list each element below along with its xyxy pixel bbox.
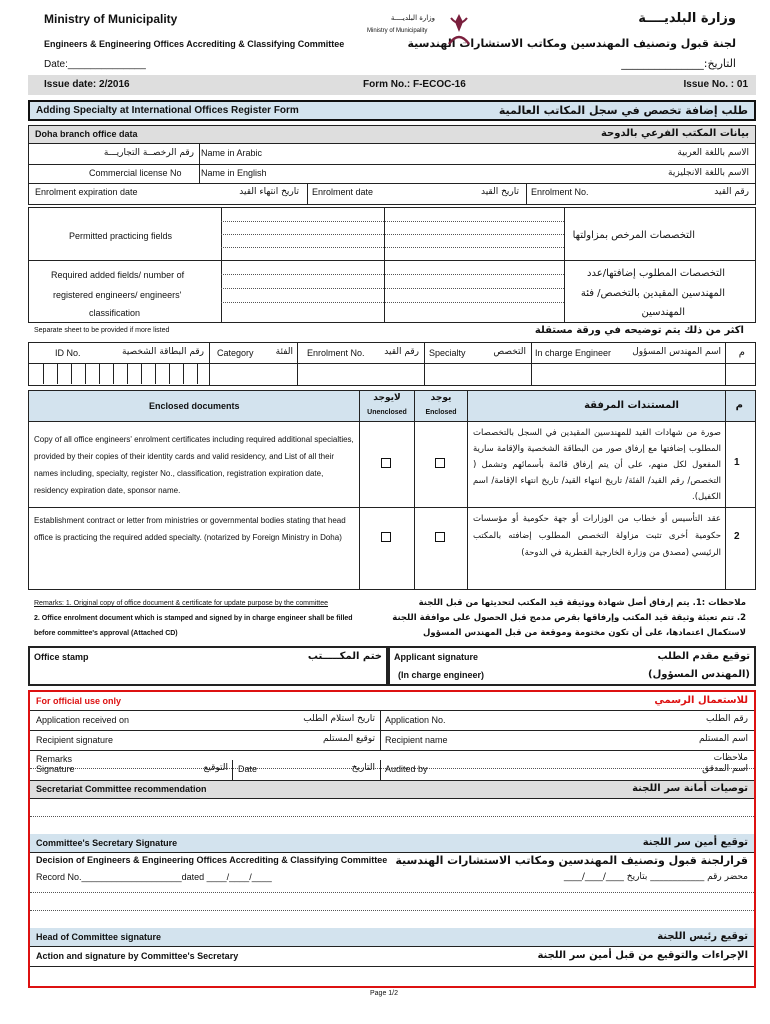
enrol-no-label-ar: رقم القيد [714,187,749,197]
enrol-date-label-en: Enrolment date [312,187,374,197]
applicant-signature-en: Applicant signature [394,652,479,662]
col-incharge-ar: اسم المهندس المسؤول [632,347,721,357]
audited-by-en: Audited by [385,764,428,774]
name-arabic-label-ar: الاسم باللغة العربية [677,148,749,158]
required-fields-label-ar-2: المهندسين المقيدين بالتخصص/ فئة [580,288,725,299]
remarks-ar-1: ملاحظات :1. يتم إرفاق أصل شهادة ووثيقة قيد المكتب لتحديثها من قبل اللجنة [418,598,746,608]
remarks-en-3: before committee's approval (Attached CD) [34,630,178,637]
remarks-en-1: Remarks: 1. Original copy of office document & certificate for update purpose by the committee [34,600,329,607]
documents-header-en: Enclosed documents [149,401,240,411]
remarks-ar-3: لاستكمال اعتمادها، على أن تكون مختومة وموقعة من قبل المهندس المسؤول [423,628,746,638]
col-id-en: ID No. [55,348,81,358]
branch-title-en: Doha branch office data [35,129,138,139]
name-arabic-label-en: Name in Arabic [201,148,263,158]
branch-title-bar [29,126,755,143]
recipient-name-ar: اسم المستلم [698,734,748,744]
committee-name-en: Engineers & Engineering Offices Accrediting & Classifying Committee [44,39,345,49]
form-title-ar: طلب إضافة تخصص في سجل المكاتب العالمية [498,104,748,117]
audited-by-ar: اسم المدقق [702,764,748,774]
required-fields-label-ar-3: المهندسين [641,307,685,318]
emblem-icon [445,10,473,50]
doc-row1-unenclosed-checkbox[interactable] [381,458,391,468]
official-title-ar: للاستعمال الرسمي [654,695,748,706]
remarks-label-ar: ملاحظات [713,753,748,763]
head-sig-en: Head of Committee signature [36,932,162,942]
committee-name-ar: لجنة قبول وتصنيف المهندسين ومكاتب الاستشارات الهندسية [407,37,736,50]
ministry-logo [365,8,475,52]
permitted-fields-label-en: Permitted practicing fields [69,231,173,241]
documents-number-ar: م [735,400,743,411]
license-label-en: Commercial license No [89,168,182,178]
col-number-ar: م [738,347,745,358]
decision-en: Decision of Engineers & Engineering Offices Accrediting & Classifying Committee [36,855,388,865]
doc-row1-enclosed-checkbox[interactable] [435,458,445,468]
remarks-ar-2: 2. تتم تعبئة وثيقة قيد المكتب وإرفاقها بقرص مدمج قبل الحصول على موافقة اللجنة [392,613,746,623]
col-enrol-en: Enrolment No. [307,348,365,358]
required-fields-label-en-3: classification [89,308,141,318]
secretariat-ar: توصيات أمانة سر اللجنة [632,783,748,794]
enrol-date-label-ar: تاريخ القيد [480,187,519,197]
col-category-ar: الفئة [275,347,293,357]
head-sig-ar: توقيع رئيس اللجنة [657,931,748,942]
name-english-label-ar: الاسم باللغة الانجليزية [668,168,749,178]
signature-ar: التوقيع [203,763,228,773]
unavailable-ar: لايوجد [373,393,401,403]
action-en: Action and signature by Committee's Secretary [36,951,239,961]
logo-text-en: Ministry of Municipality [367,28,428,34]
col-incharge-en: In charge Engineer [535,348,612,358]
office-stamp-ar: ختم المكـــــتب [307,651,382,662]
enrol-no-label-en: Enrolment No. [531,187,589,197]
app-received-ar: تاريخ استلام الطلب [303,714,375,724]
office-stamp-box [28,646,388,686]
date-ar: التاريخ [351,763,375,773]
incharge-engineer-ar: (المهندس المسؤول) [648,669,750,680]
record-line-ar: محضر رقم ____________ بتاريخ ____/____/____ [563,872,748,882]
form-title-en: Adding Specialty at International Offices Register Form [36,105,299,116]
applicant-signature-ar: توقيع مقدم الطلب [657,651,750,662]
enrol-exp-label-en: Enrolment expiration date [35,187,138,197]
app-no-ar: رقم الطلب [706,714,748,724]
col-specialty-ar: التخصص [493,347,526,357]
form-number: Form No.: F-ECOC-16 [363,79,466,90]
doc-row2-enclosed-checkbox[interactable] [435,532,445,542]
recipient-name-en: Recipient name [385,735,448,745]
applicant-signature-box [388,646,756,686]
ministry-name-en: Ministry of Municipality [44,12,178,26]
incharge-engineer-en: (In charge engineer) [398,670,485,680]
col-id-ar: رقم البطاقة الشخصية [122,347,204,357]
available-ar: يوجد [430,393,452,403]
permitted-fields-label-ar: التخصصات المرخص بمزاولتها [572,230,695,241]
separate-sheet-note-ar: اكثر من ذلك يتم توضيحه في ورقة مستقلة [534,325,744,336]
secretary-sig-ar: توقيع أمين سر اللجنة [642,837,748,848]
issue-bar [28,75,756,95]
app-no-en: Application No. [385,715,446,725]
secretariat-en: Secretariat Committee recommendation [36,784,207,794]
ministry-name-ar: وزارة البلديــــة [638,11,736,26]
record-line-en: Record No.____________________dated ____/____/____ [36,872,272,882]
branch-data-section [28,125,756,205]
app-received-en: Application received on [36,715,130,725]
doc-row1-number: 1 [734,457,740,468]
decision-ar: قرارلجنة قبول وتصنيف المهندسين ومكاتب الاستشارات الهندسية [395,854,748,867]
date-line-ar: التاريخ:_______________ [621,57,736,70]
action-ar: الإجراءات والتوقيع من قبل أمين سر اللجنة [537,950,748,961]
required-fields-label-ar-1: التخصصات المطلوب إضافتها/عدد [587,268,725,279]
license-label-ar: رقم الرخصــة التجاريـــة [103,148,194,158]
documents-header-ar: المستندات المرفقة [584,400,679,411]
required-fields-label-en-1: Required added fields/ number of [51,270,185,280]
col-enrol-ar: رقم القيد [384,347,419,357]
form-title-bar [28,100,756,121]
documents-table [28,390,756,590]
doc-row2-number: 2 [734,531,740,542]
required-fields-label-en-2: registered engineers/ engineers' [53,290,182,300]
separate-sheet-note-en: Separate sheet to be provided if more listed [34,327,170,334]
doc-row1-en: Copy of all office engineers' enrolment certificates including required additional specialties, provided by their copies of their identity cards and valid residency, and List of all their names including, specialty, register No., classification, registration expiration date, residency expiration date, sponsor name. [34,435,354,495]
date-line-en: Date:______________ [44,59,146,70]
doc-row2-unenclosed-checkbox[interactable] [381,532,391,542]
col-category-en: Category [217,348,254,358]
enrol-exp-label-ar: تاريخ انتهاء القيد [239,187,299,197]
fields-section [28,207,756,323]
unavailable-en: Unenclosed [367,409,407,416]
page-number: Page 1/2 [370,990,399,997]
official-use-section [28,690,756,988]
recipient-sig-en: Recipient signature [36,735,114,745]
available-en: Enclosed [425,409,457,416]
issue-number: Issue No. : 01 [683,79,748,90]
official-title-en: For official use only [36,696,122,706]
col-specialty-en: Specialty [429,348,466,358]
recipient-sig-ar: توقيع المستلم [323,734,375,744]
logo-text-ar: وزارة البلديــــة [390,14,435,22]
office-stamp-en: Office stamp [34,652,89,662]
remarks-en-2: 2. Office enrolment document which is stamped and signed by in charge engineer shall be filled [34,615,353,622]
engineer-table [28,342,756,386]
doc-row2-ar: عقد التأسيس أو خطاب من الوزارات أو جهة حكومية أو مؤسسات حكومية أخرى تثبت مزاولة التخصص المطلوب إضافته بالمكتب الرئيسي (مصدق من وزارة الخارجية القطرية في الدوحة) [473,514,721,558]
doc-row2-en: Establishment contract or letter from ministries or governmental bodies stating that head office is practicing the required added specialty. (notarized by Foreign Ministry in Doha) [34,516,346,542]
doc-row1-ar: صورة من شهادات القيد للمهندسين المقيدين في السجل بالتخصصات المطلوب إضافتها مع إرفاق صور من البطاقة الشخصية والإقامة سارية المفعول لكل منهم، على أن يتم إرفاق قائمة بأسمائهم وتشمل ( التخصص/ رقم القيد/ الفئة/ تاريخ انتهاء القيد/ تاريخ انتهاء الإقامة/ اسم الكفيل). [473,428,721,502]
name-english-label-en: Name in English [201,168,267,178]
signature-en: Signature [36,764,75,774]
issue-date: Issue date: 2/2016 [44,79,130,90]
secretary-sig-en: Committee's Secretary Signature [36,838,178,848]
branch-title-ar: بيانات المكتب الفرعي بالدوحة [600,128,749,139]
date-en: Date [238,764,258,774]
remarks-label-en: Remarks [36,754,73,764]
